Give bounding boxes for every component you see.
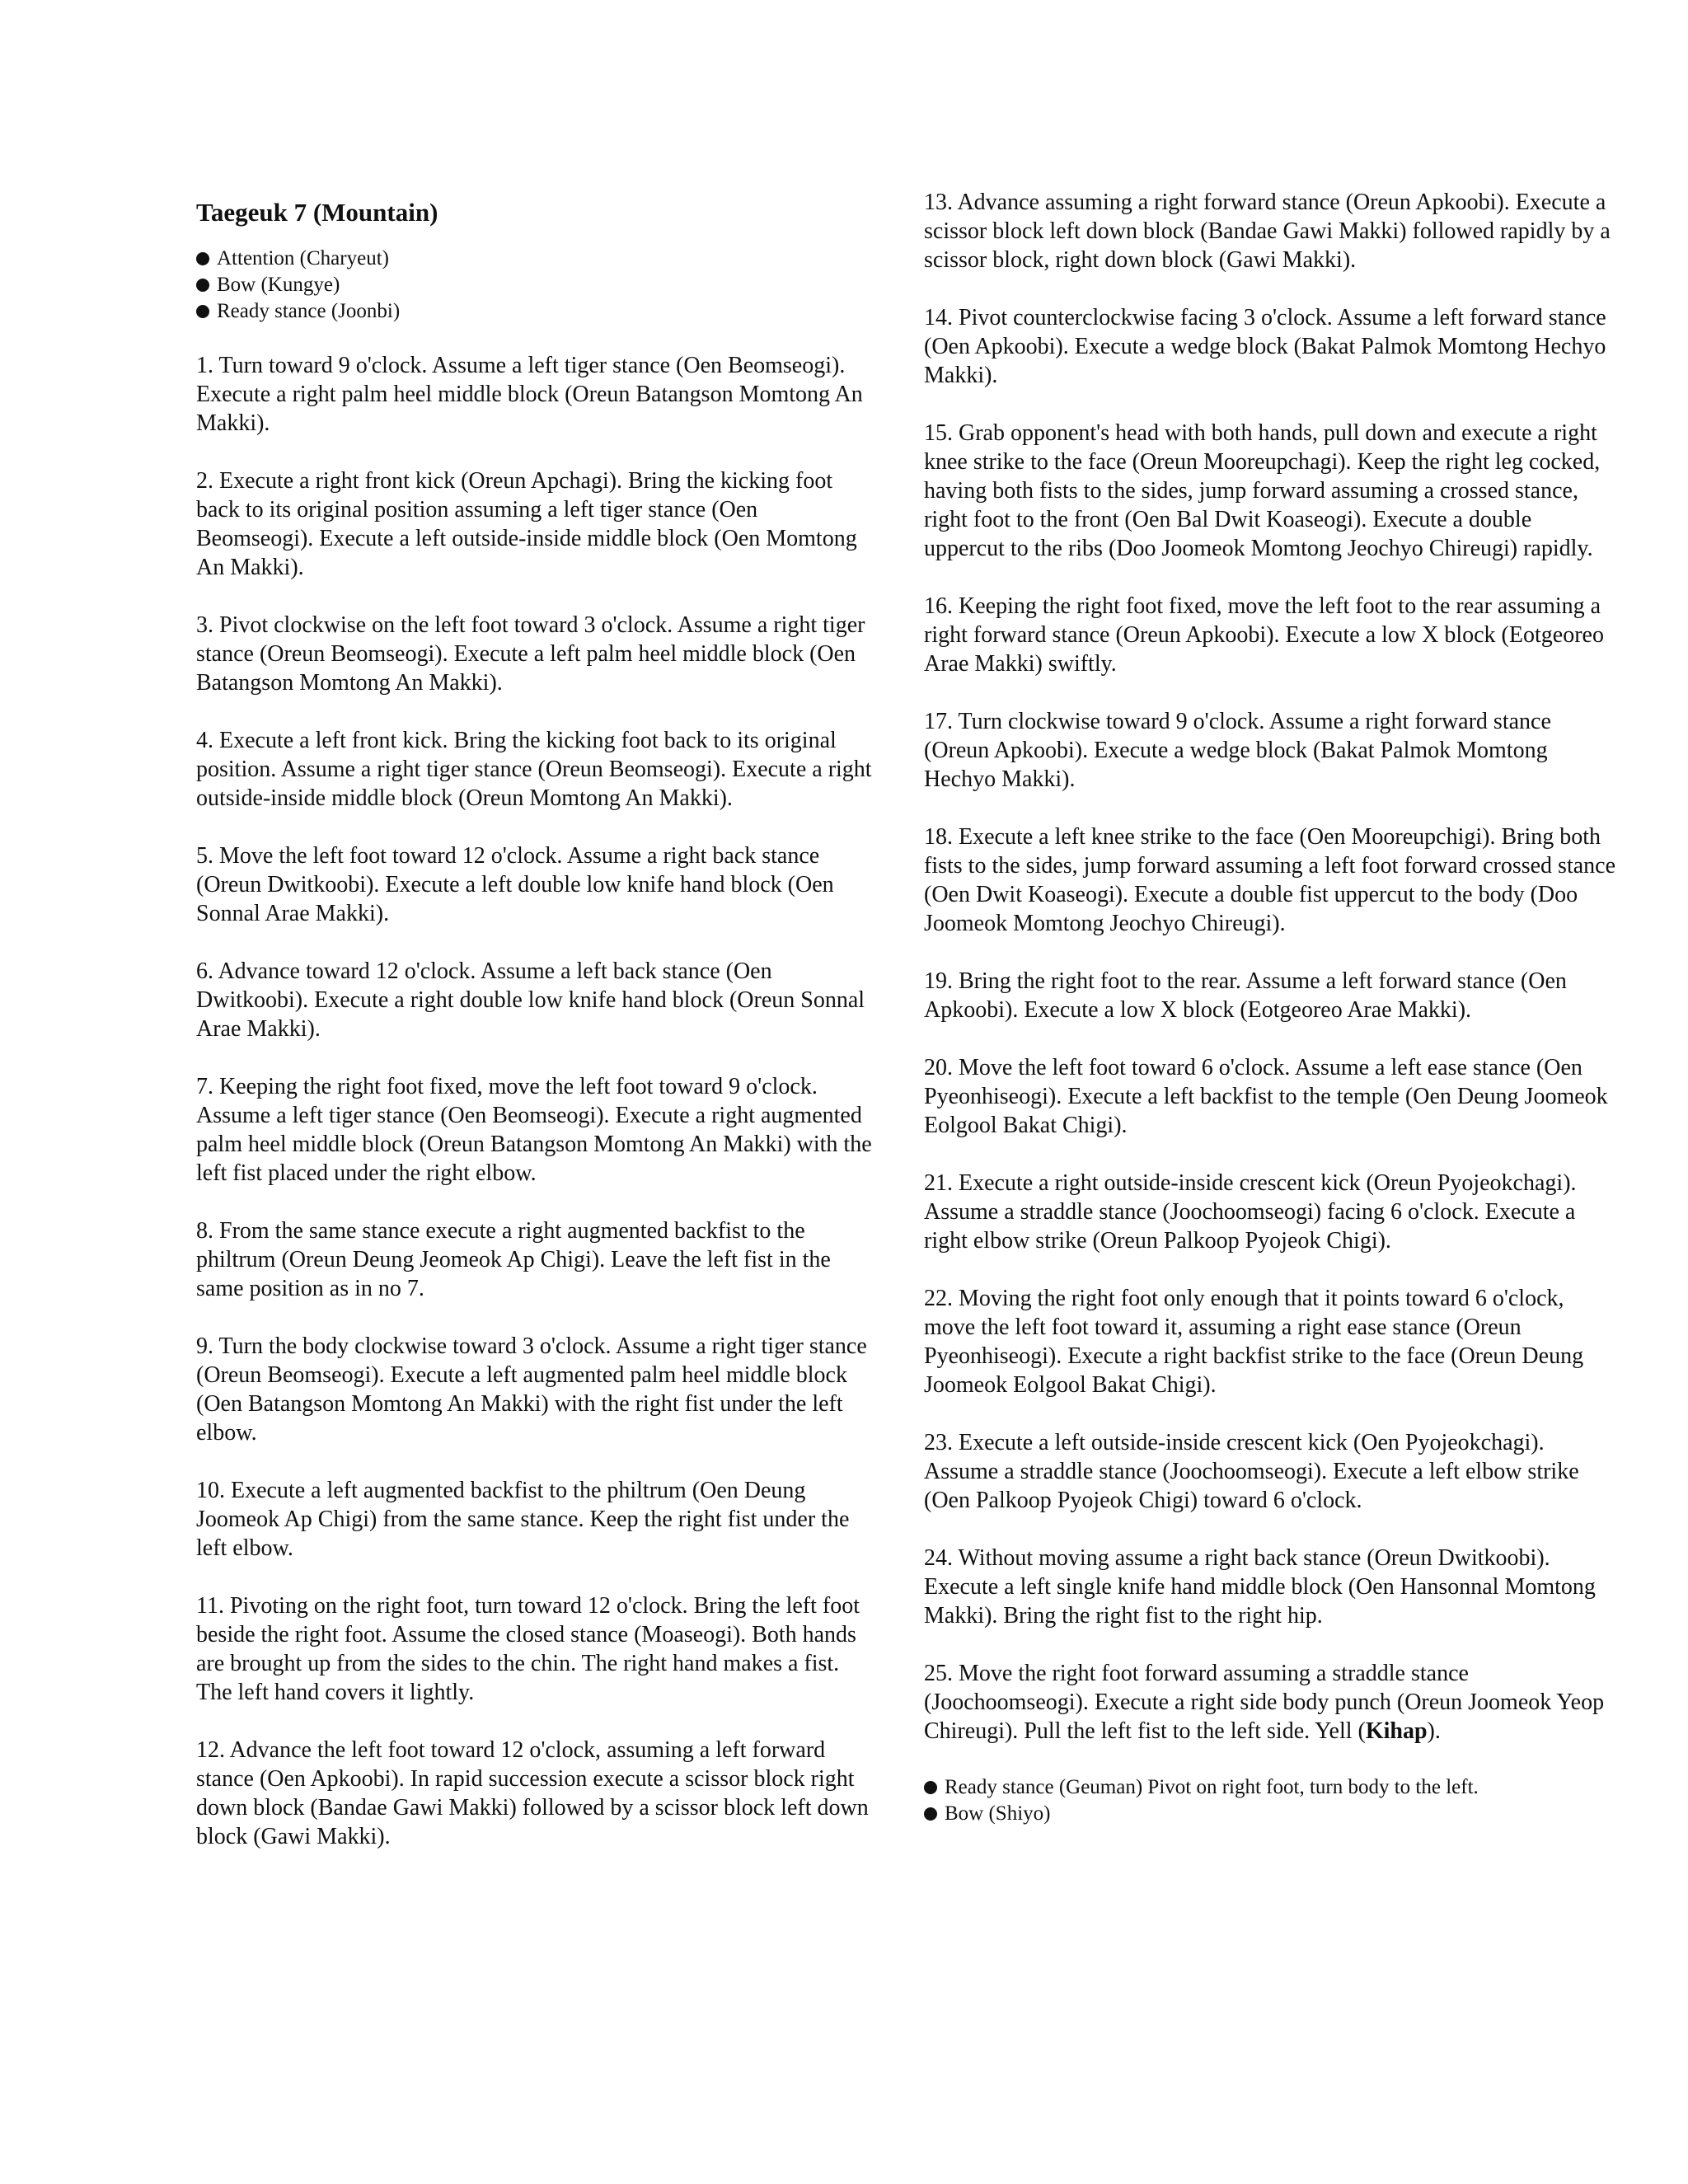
- step-11: 11. Pivoting on the right foot, turn toward 12 o'clock. Bring the left foot beside the right foot. Assume the closed stance (Moaseogi). Both hands are brought up from the sides to the chin. The right hand makes a fist. The left hand covers it lightly.: [196, 1593, 860, 1705]
- bullet-dot-icon: [924, 1807, 937, 1821]
- step-1: 1. Turn toward 9 o'clock. Assume a left tiger stance (Oen Beomseogi). Execute a right palm heel middle block (Oreun Batangson Momtong An Makki).: [196, 353, 863, 436]
- step-3: 3. Pivot clockwise on the left foot toward 3 o'clock. Assume a right tiger stance (Oreun Beomseogi). Execute a left palm heel middle block (Oen Batangson Momtong An Makki).: [196, 612, 865, 696]
- page-title: Taegeuk 7 (Mountain): [196, 198, 438, 227]
- bullet-dot-icon: [196, 279, 209, 292]
- intro-item-label: Ready stance (Joonbi): [217, 300, 401, 322]
- closing-item: [924, 1801, 1616, 1827]
- step-8: 8. From the same stance execute a right augmented backfist to the philtrum (Oreun Deung Jeomeok Ap Chigi). Leave the left fist in the same position as in no 7.: [196, 1218, 831, 1301]
- intro-list: [196, 246, 880, 325]
- bullet-dot-icon: [196, 305, 209, 318]
- step-10: 10. Execute a left augmented backfist to the philtrum (Oen Deung Joomeok Ap Chigi) from the same stance. Keep the right fist under the left elbow.: [196, 1478, 850, 1561]
- step-16: 16. Keeping the right foot fixed, move the left foot to the rear assuming a right forward stance (Oreun Apkoobi). Execute a low X block (Eotgeoreo Arae Makki) swiftly.: [924, 593, 1604, 677]
- step-2: 2. Execute a right front kick (Oreun Apchagi). Bring the kicking foot back to its original position assuming a left tiger stance (Oen Beomseogi). Execute a left outside-inside middle block (Oen Momtong An Makki).: [196, 468, 857, 580]
- step-19: 19. Bring the right foot to the rear. Assume a left forward stance (Oen Apkoobi). Execute a low X block (Eotgeoreo Arae Makki).: [924, 968, 1567, 1023]
- step-5: 5. Move the left foot toward 12 o'clock. Assume a right back stance (Oreun Dwitkoobi). Execute a left double low knife hand block (Oen Sonnal Arae Makki).: [196, 843, 834, 926]
- closing-item: [924, 1774, 1616, 1801]
- intro-item: [196, 298, 880, 325]
- step-6: 6. Advance toward 12 o'clock. Assume a left back stance (Oen Dwitkoobi). Execute a right double low knife hand block (Oreun Sonnal Arae Makki).: [196, 958, 865, 1042]
- right-column: [924, 188, 1616, 1827]
- step-20: 20. Move the left foot toward 6 o'clock. Assume a left ease stance (Oen Pyeonhiseogi). Execute a left backfist to the temple (Oen Deung Joomeok Eolgool Bakat Chigi).: [924, 1055, 1608, 1138]
- step-13: 13. Advance assuming a right forward stance (Oreun Apkoobi). Execute a scissor block left down block (Bandae Gawi Makki) followed rapidly by a scissor block, right down block (Gawi Makki).: [924, 190, 1611, 273]
- step-25: [924, 1659, 1616, 1746]
- closing-item-label: Ready stance (Geuman) Pivot on right foot, turn body to the left.: [945, 1776, 1479, 1798]
- kihap-label: Kihap: [1365, 1718, 1428, 1744]
- step-18: 18. Execute a left knee strike to the face (Oen Mooreupchigi). Bring both fists to the sides, jump forward assuming a left foot forward crossed stance (Oen Dwit Koaseogi). Execute a double fist uppercut to the body (Doo Joomeok Momtong Jeochyo Chireugi).: [924, 824, 1616, 936]
- step-21: 21. Execute a right outside-inside crescent kick (Oreun Pyojeokchagi). Assume a straddle stance (Joochoomseogi) facing 6 o'clock. Execute a right elbow strike (Oreun Palkoop Pyojeok Chigi).: [924, 1170, 1577, 1254]
- step-12: 12. Advance the left foot toward 12 o'clock, assuming a left forward stance (Oen Apkoobi). In rapid succession execute a scissor block right down block (Bandae Gawi Makki) followed by a scissor block left down block (Gawi Makki).: [196, 1737, 869, 1849]
- intro-item: [196, 246, 880, 272]
- bullet-dot-icon: [924, 1781, 937, 1794]
- step-25-text: 25. Move the right foot forward assuming a straddle stance (Joochoomseogi). Execute a right side body punch (Oreun Joomeok Yeop Chireugi). Pull the left fist to the left side. Yell (: [924, 1661, 1605, 1744]
- step-22: 22. Moving the right foot only enough that it points toward 6 o'clock, move the left foot toward it, assuming a right ease stance (Oreun Pyeonhiseogi). Execute a right backfist strike to the face (Oreun Deung Joomeok Eolgool Bakat Chigi).: [924, 1286, 1584, 1398]
- closing-list: [924, 1774, 1616, 1827]
- step-24: 24. Without moving assume a right back stance (Oreun Dwitkoobi). Execute a left single knife hand middle block (Oen Hansonnal Momtong Makki). Bring the right fist to the right hip.: [924, 1545, 1596, 1629]
- intro-item-label: Bow (Kungye): [217, 274, 340, 296]
- intro-item-label: Attention (Charyeut): [217, 247, 389, 269]
- left-column: [196, 188, 880, 1880]
- step-23: 23. Execute a left outside-inside crescent kick (Oen Pyojeokchagi). Assume a straddle stance (Joochoomseogi). Execute a left elbow strike (Oen Palkoop Pyojeok Chigi) toward 6 o'clock.: [924, 1430, 1579, 1513]
- step-7: 7. Keeping the right foot fixed, move the left foot toward 9 o'clock. Assume a left tiger stance (Oen Beomseogi). Execute a right augmented palm heel middle block (Oreun Batangson Momtong An Makki) with the left fist placed under the right elbow.: [196, 1074, 872, 1186]
- bullet-dot-icon: [196, 252, 209, 265]
- step-15: 15. Grab opponent's head with both hands, pull down and execute a right knee strike to the face (Oreun Mooreupchagi). Keep the right leg cocked, having both fists to the sides, jump forward assuming a crossed stance, right foot to the front (Oen Bal Dwit Koaseogi). Execute a double uppercut to the ribs (Doo Joomeok Momtong Jeochyo Chireugi) rapidly.: [924, 420, 1601, 561]
- step-9: 9. Turn the body clockwise toward 3 o'clock. Assume a right tiger stance (Oreun Beomseogi). Execute a left augmented palm heel middle block (Oen Batangson Momtong An Makki) with the right fist under the left elbow.: [196, 1333, 867, 1446]
- step-25-end: ).: [1427, 1718, 1441, 1744]
- step-17: 17. Turn clockwise toward 9 o'clock. Assume a right forward stance (Oreun Apkoobi). Execute a wedge block (Bakat Palmok Momtong Hechyo Makki).: [924, 709, 1551, 792]
- closing-item-label: Bow (Shiyo): [945, 1802, 1051, 1825]
- step-14: 14. Pivot counterclockwise facing 3 o'clock. Assume a left forward stance (Oen Apkoobi). Execute a wedge block (Bakat Palmok Momtong Hechyo Makki).: [924, 305, 1606, 388]
- intro-item: [196, 272, 880, 298]
- step-4: 4. Execute a left front kick. Bring the kicking foot back to its original position. Assume a right tiger stance (Oreun Beomseogi). Execute a right outside-inside middle block (Oreun Momtong An Makki).: [196, 728, 872, 811]
